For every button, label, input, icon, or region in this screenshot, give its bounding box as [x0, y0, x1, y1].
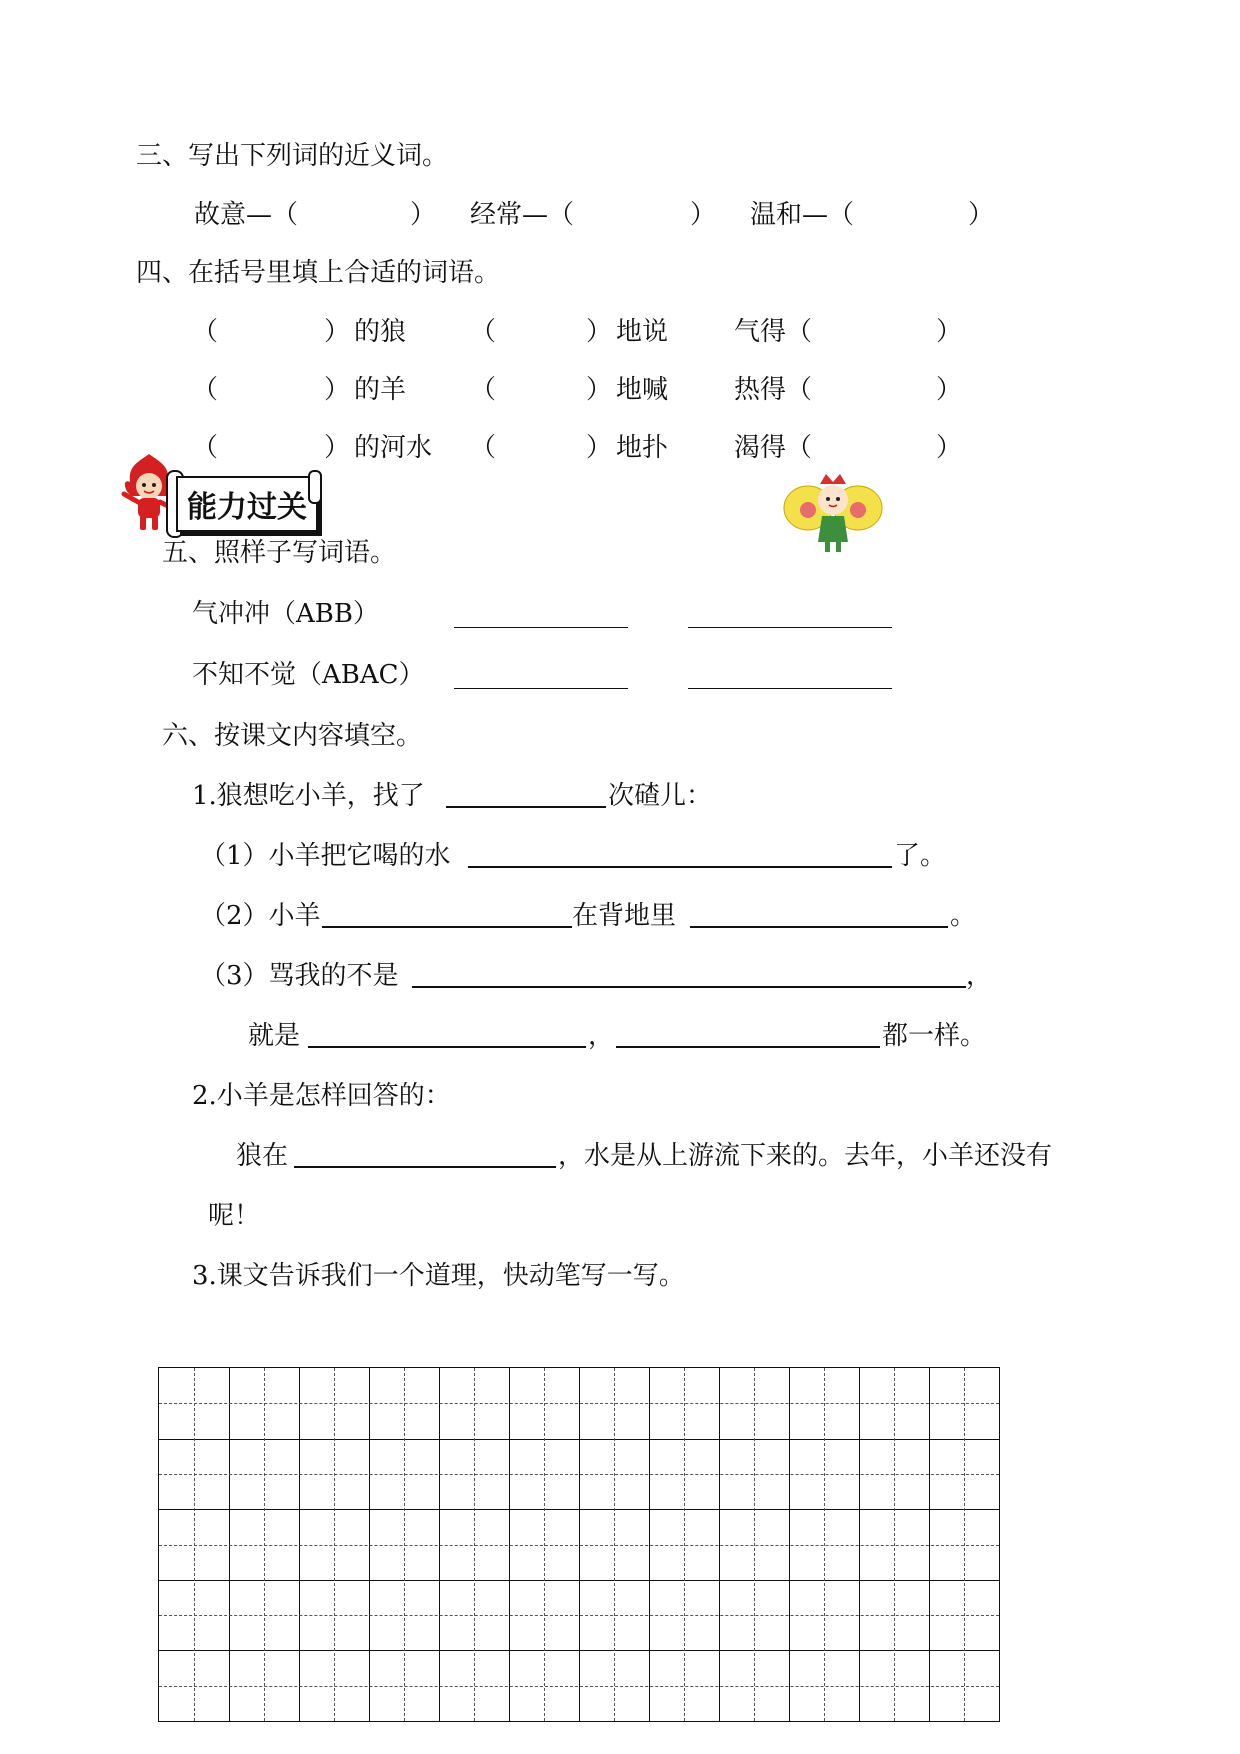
q2-line2: 呢！ [208, 1201, 261, 1231]
q1-2-suffix: 。 [950, 901, 977, 931]
answer-blank[interactable] [412, 986, 966, 988]
grid-guide-dash [159, 1615, 999, 1616]
q2-suffix: ，水是从上游流下来的。去年，小羊还没有 [558, 1141, 1053, 1171]
fill-word: 渴得（ [734, 433, 813, 463]
q1-3b-prefix: 就是 [248, 1021, 301, 1051]
fill-close: ） [324, 433, 351, 463]
synonym-2-close: ） [690, 200, 717, 230]
q1-prefix: 1.狼想吃小羊，找了 [192, 781, 425, 811]
fill-close: ） [936, 433, 963, 463]
grid-row-line [159, 1439, 999, 1440]
fill-word: 气得（ [734, 317, 813, 347]
grid-row-line [159, 1509, 999, 1510]
synonym-3-close: ） [968, 200, 995, 230]
synonym-1-word: 故意—（ [194, 200, 299, 230]
section-banner [176, 476, 318, 532]
fill-close: ） [324, 317, 351, 347]
grid-guide-dash [159, 1403, 999, 1404]
fill-word: 的狼 [354, 317, 407, 347]
fill-close: ） [324, 375, 351, 405]
synonym-3-word: 温和—（ [750, 200, 855, 230]
answer-blank[interactable] [454, 627, 628, 628]
q1-3b-middle: ， [588, 1021, 615, 1051]
fill-word: 热得（ [734, 375, 813, 405]
fill-close: ） [936, 375, 963, 405]
q1-3-prefix: （3）骂我的不是 [200, 961, 399, 991]
q3-title: 3.课文告诉我们一个道理，快动笔写一写。 [192, 1261, 685, 1291]
fill-close: ） [586, 317, 613, 347]
answer-blank[interactable] [446, 806, 606, 808]
q2-title: 2.小羊是怎样回答的： [192, 1081, 451, 1111]
q1-3-suffix: ， [966, 961, 993, 991]
fill-open: （ [192, 375, 219, 405]
section-4-title: 四、在括号里填上合适的词语。 [136, 258, 501, 288]
fill-close: ） [586, 433, 613, 463]
fill-word: 的河水 [354, 433, 433, 463]
fill-open: （ [470, 433, 497, 463]
answer-blank[interactable] [468, 866, 892, 868]
section-5-title: 五、照样子写词语。 [162, 538, 397, 568]
answer-blank[interactable] [616, 1046, 880, 1048]
grid-guide-dash [159, 1545, 999, 1546]
grid-guide-dash [159, 1474, 999, 1475]
fill-open: （ [192, 433, 219, 463]
grid-row-line [159, 1580, 999, 1581]
answer-blank[interactable] [688, 627, 892, 628]
fill-word: 地扑 [616, 433, 669, 463]
synonym-1-close: ） [410, 200, 437, 230]
fill-word: 地说 [616, 317, 669, 347]
fill-open: （ [192, 317, 219, 347]
banner-label: 能力过关 [187, 490, 307, 525]
fill-close: ） [936, 317, 963, 347]
banner-scroll-right [308, 470, 322, 504]
synonym-2-word: 经常—（ [470, 200, 575, 230]
answer-blank[interactable] [294, 1166, 556, 1168]
fill-open: （ [470, 375, 497, 405]
q1-1-prefix: （1）小羊把它喝的水 [200, 841, 451, 871]
pattern-abb: 气冲冲（ABB） [192, 599, 379, 629]
section-6-title: 六、按课文内容填空。 [162, 721, 423, 751]
fill-word: 的羊 [354, 375, 407, 405]
q1-3b-suffix: 都一样。 [882, 1021, 987, 1051]
q1-1-suffix: 了。 [894, 841, 947, 871]
section-3-title: 三、写出下列词的近义词。 [136, 141, 449, 171]
grid-guide-dash [159, 1686, 999, 1687]
butterfly-mascot-icon [778, 470, 888, 560]
pattern-abac: 不知不觉（ABAC） [192, 660, 425, 690]
fill-open: （ [470, 317, 497, 347]
q1-2-middle: 在背地里 [572, 901, 677, 931]
grid-row-line [159, 1650, 999, 1651]
answer-blank[interactable] [322, 926, 572, 928]
answer-blank[interactable] [690, 926, 948, 928]
q1-suffix: 次碴儿： [608, 781, 713, 811]
q1-2-prefix: （2）小羊 [200, 901, 321, 931]
fill-close: ） [586, 375, 613, 405]
writing-grid[interactable] [158, 1367, 1000, 1722]
q2-prefix: 狼在 [236, 1141, 289, 1171]
answer-blank[interactable] [308, 1046, 586, 1048]
answer-blank[interactable] [688, 688, 892, 689]
fill-word: 地喊 [616, 375, 669, 405]
answer-blank[interactable] [454, 688, 628, 689]
